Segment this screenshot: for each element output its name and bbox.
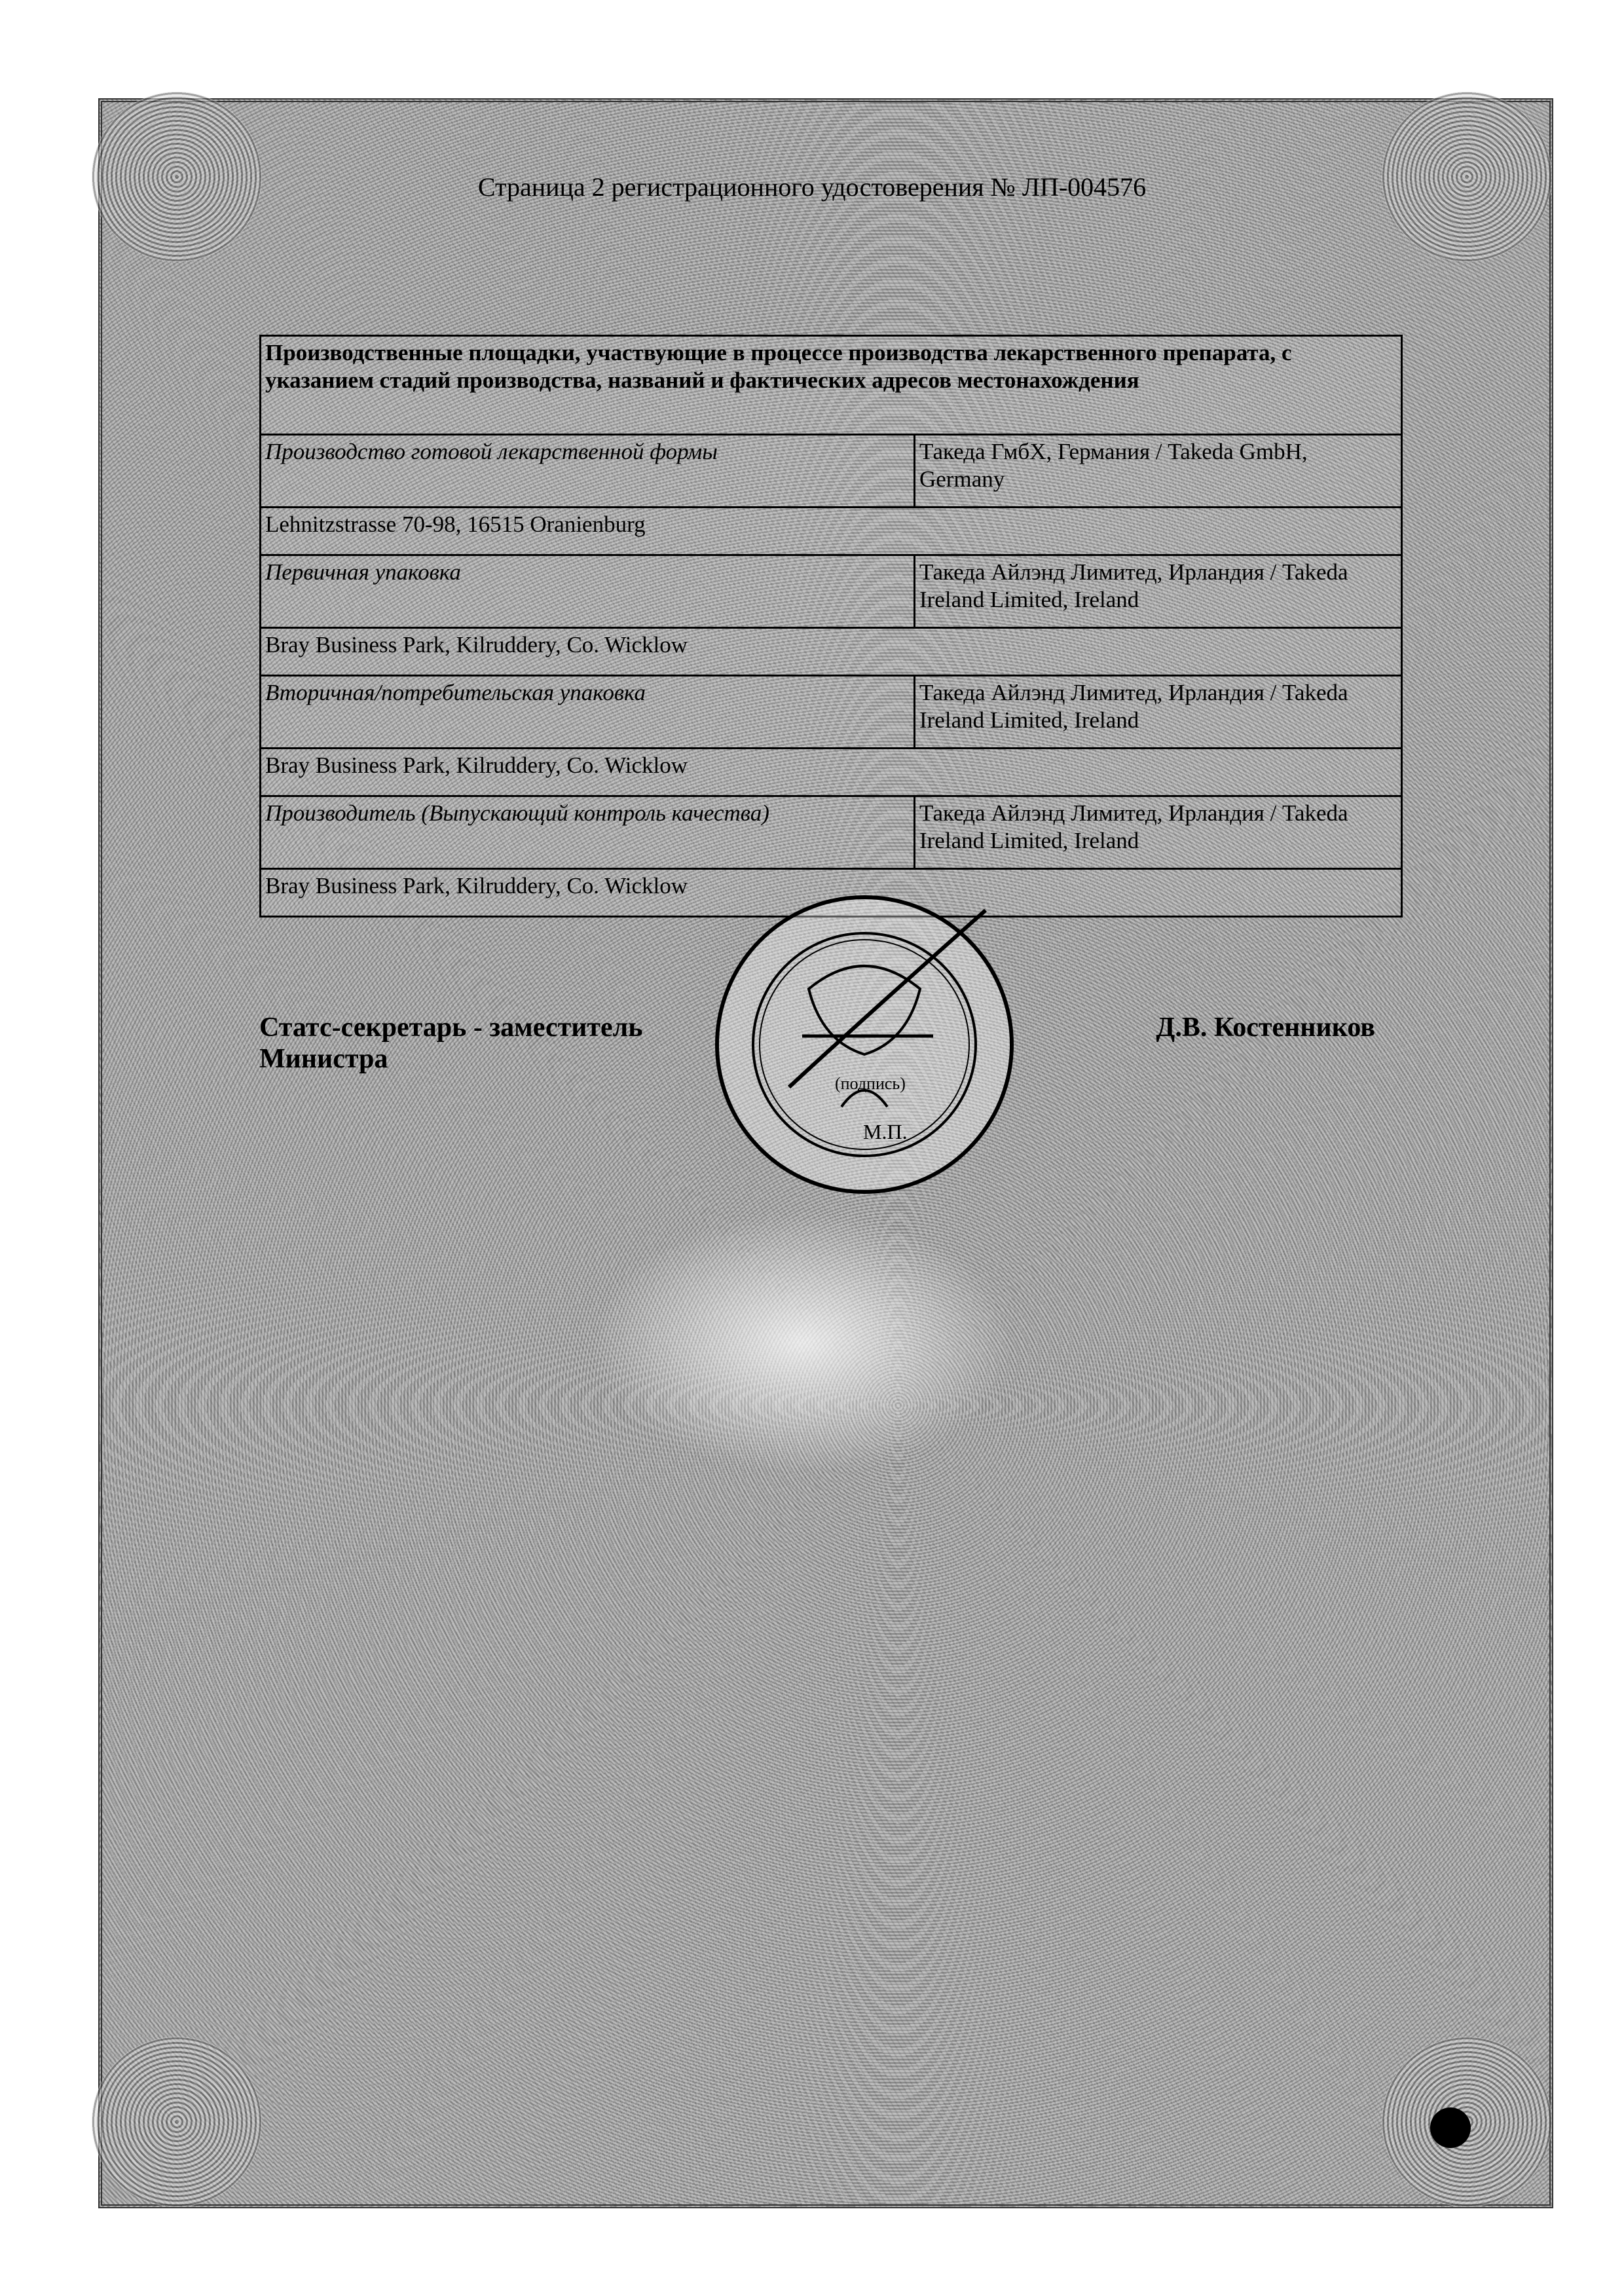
address-cell: Bray Business Park, Kilruddery, Co. Wicklow: [261, 869, 1402, 917]
company-cell: Такеда Айлэнд Лимитед, Ирландия / Takeda Ireland Limited, Ireland: [915, 555, 1402, 628]
address-cell: Bray Business Park, Kilruddery, Co. Wicklow: [261, 628, 1402, 676]
company-cell: Такеда Айлэнд Лимитед, Ирландия / Takeda Ireland Limited, Ireland: [915, 796, 1402, 869]
table-row: [261, 676, 1402, 749]
stage-cell: Производство готовой лекарственной формы: [261, 435, 915, 508]
official-stamp: [710, 891, 1018, 1198]
signatory-name: Д.В. Костенников: [1156, 1012, 1375, 1043]
table-heading: Производственные площадки, участвующие в процессе производства лекарственного препарата, с указанием стадий производства, названий и фактических адресов местонахождения: [261, 336, 1402, 435]
stage-cell: Вторичная/потребительская упаковка: [261, 676, 915, 749]
table-row: [261, 435, 1402, 508]
corner-ornament: [92, 2037, 262, 2207]
table-row: [261, 796, 1402, 869]
signature-caption: (подпись): [835, 1074, 906, 1093]
company-cell: Такеда ГмбХ, Германия / Takeda GmbH, Germany: [915, 435, 1402, 508]
stage-cell: Производитель (Выпускающий контроль качества): [261, 796, 915, 869]
page-title: Страница 2 регистрационного удостоверения № ЛП-004576: [477, 172, 1147, 202]
company-cell: Такеда Айлэнд Лимитед, Ирландия / Takeda Ireland Limited, Ireland: [915, 676, 1402, 749]
punch-hole-mark: [1430, 2107, 1471, 2148]
seal-caption: М.П.: [863, 1120, 908, 1143]
position-line: Статс-секретарь - заместитель: [259, 1012, 643, 1043]
stage-cell: Первичная упаковка: [261, 555, 915, 628]
address-cell: Bray Business Park, Kilruddery, Co. Wicklow: [261, 749, 1402, 796]
position-line: Министра: [259, 1044, 388, 1075]
address-cell: Lehnitzstrasse 70-98, 16515 Oranienburg: [261, 508, 1402, 555]
background-highlight: [589, 1212, 1015, 1474]
signatory-position: [259, 1012, 642, 1075]
table-row: [261, 555, 1402, 628]
production-sites-table: [259, 335, 1403, 918]
